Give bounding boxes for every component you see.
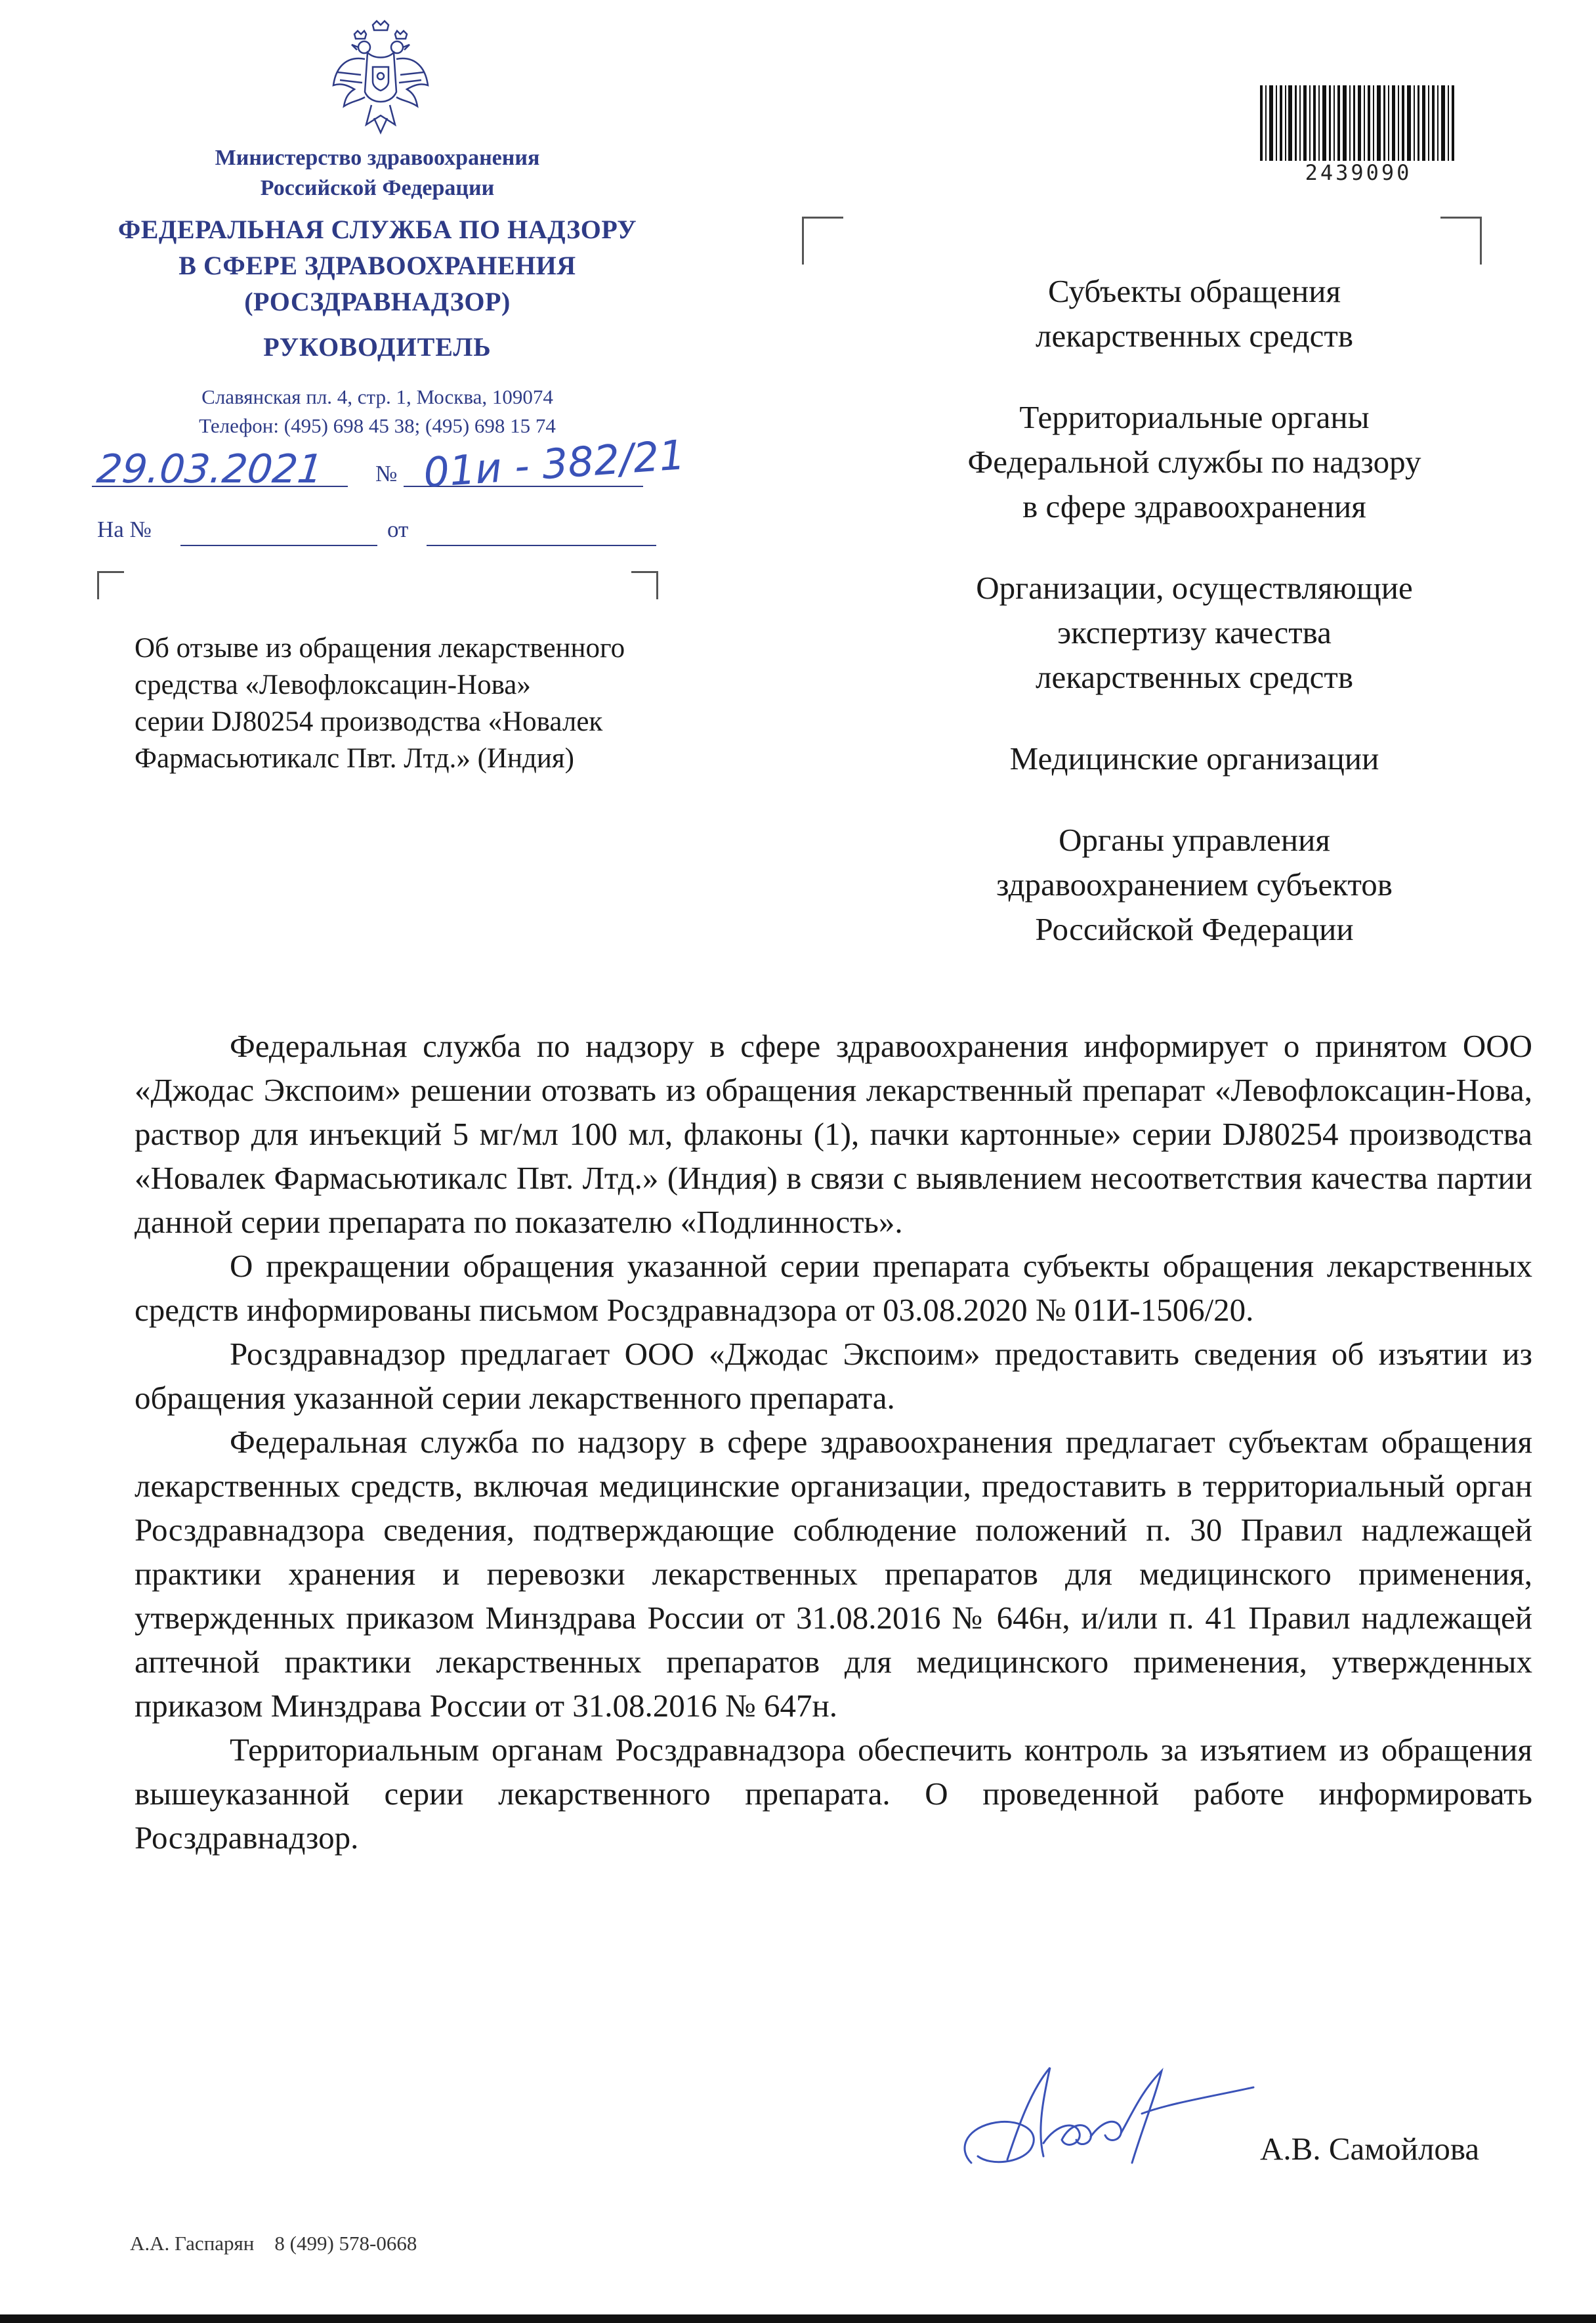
addressee-line: Российской Федерации — [1035, 911, 1354, 947]
addressee-line: лекарственных средств — [1036, 659, 1353, 695]
body-paragraph: Территориальным органам Росздравнадзора обеспечить контроль за изъятием из обращения вышеуказанной серии лекарственного препарата. О проведенной работе информировать Росздравнадзор. — [135, 1732, 1532, 1856]
address-line: Славянская пл. 4, стр. 1, Москва, 109074 — [201, 385, 553, 408]
agency-line: ФЕДЕРАЛЬНАЯ СЛУЖБА ПО НАДЗОРУ — [117, 215, 637, 244]
from-label: от — [387, 517, 409, 542]
subject-bracket-right — [631, 571, 658, 599]
ministry-line: Российской Федерации — [260, 176, 495, 200]
addressee-item — [847, 736, 1542, 781]
subject-line: серии DJ80254 производства «Новалек — [135, 706, 603, 737]
addressee-line: Организации, осуществляющие — [976, 570, 1413, 606]
handwritten-number: 01и - 382/21 — [421, 431, 687, 497]
reply-number-blank — [180, 545, 377, 546]
addressee-bracket-right — [1440, 217, 1482, 265]
subject-bracket-left — [97, 571, 124, 599]
addressee-line: экспертизу качества — [1057, 614, 1332, 650]
signatory-name: А.В. Самойлова — [1260, 2131, 1480, 2167]
executor-name: А.А. Гаспарян — [130, 2232, 255, 2255]
handwritten-signature-icon — [945, 2051, 1312, 2176]
barcode-number: 2439090 — [1305, 160, 1412, 185]
position-title: РУКОВОДИТЕЛЬ — [263, 332, 492, 362]
ministry-name — [98, 143, 656, 203]
subject-line: Об отзыве из обращения лекарственного — [135, 633, 625, 664]
body-paragraph: Федеральная служба по надзору в сфере здравоохранения информирует о принятом ООО «Джодас Экспоим» решении отозвать из обращения лекарственный препарат «Левофлоксацин-Нова, раствор для инъекций 5 мг/мл 100 мл, флаконы (1), пачки картонные» серии DJ80254 производства «Новалек Фармасьютикалс Пвт. Лтд.» (Индия) в связи с выявлением несоответствия качества партии данной серии препарата по показателю «Подлинность». — [135, 1028, 1532, 1240]
addressee-item — [847, 566, 1542, 700]
executor-info — [130, 2232, 417, 2255]
phone-line: Телефон: (495) 698 45 38; (495) 698 15 74 — [199, 414, 556, 437]
body-paragraph: Росздравнадзор предлагает ООО «Джодас Экспоим» предоставить сведения об изъятии из обращения указанной серии лекарственного препарата. — [135, 1336, 1532, 1416]
reply-date-blank — [427, 545, 656, 546]
addressee-list — [847, 269, 1542, 989]
addressee-line: лекарственных средств — [1036, 318, 1353, 354]
subject-line: Фармасьютикалс Пвт. Лтд.» (Индия) — [135, 743, 574, 774]
addressee-line: в сфере здравоохранения — [1022, 488, 1366, 524]
addressee-item — [847, 395, 1542, 529]
agency-address — [98, 383, 656, 440]
addressee-bracket-left — [802, 217, 843, 265]
agency-line: (РОСЗДРАВНАДЗОР) — [244, 287, 511, 316]
addressee-line: Федеральной службы по надзору — [967, 444, 1421, 480]
emblem-icon — [328, 20, 433, 138]
letter-subject — [135, 630, 745, 777]
executor-phone: 8 (499) 578-0668 — [274, 2232, 417, 2255]
body-paragraph: Федеральная служба по надзору в сфере здравоохранения предлагает субъектам обращения лекарственных средств, включая медицинские организации, предоставить в территориальный орган Росздравнадзора сведения, подтверждающие соблюдение положений п. 30 Правил надлежащей практики хранения и перевозки лекарственных препаратов для медицинского применения, утвержденных приказом Минздрава России от 31.08.2016 № 646н, и/или п. 41 Правил надлежащей аптечной практики лекарственных препаратов для медицинского применения, утвержденных приказом Минздрава России от 31.08.2016 № 647н. — [135, 1424, 1532, 1724]
number-sign: № — [375, 461, 398, 486]
agency-line: В СФЕРЕ ЗДРАВООХРАНЕНИЯ — [178, 251, 576, 280]
letter-body — [135, 1024, 1532, 1860]
addressee-item — [847, 818, 1542, 952]
reply-to-label: На № — [97, 517, 152, 542]
body-paragraph: О прекращении обращения указанной серии препарата субъекты обращения лекарственных средств информированы письмом Росздравнадзора от 03.08.2020 № 01И-1506/20. — [135, 1248, 1532, 1328]
ministry-line: Министерство здравоохранения — [215, 146, 540, 170]
addressee-line: здравоохранением субъектов — [996, 866, 1393, 903]
addressee-line: Субъекты обращения — [1047, 273, 1341, 309]
scan-edge-bar — [0, 2314, 1596, 2323]
addressee-line: Медицинские организации — [1009, 740, 1379, 777]
barcode-icon — [1260, 85, 1457, 161]
addressee-line: Территориальные органы — [1019, 399, 1370, 435]
agency-name — [66, 211, 689, 320]
addressee-item — [847, 269, 1542, 358]
handwritten-date: 29.03.2021 — [94, 446, 326, 492]
subject-line: средства «Левофлоксацин-Нова» — [135, 670, 531, 700]
addressee-line: Органы управления — [1059, 822, 1330, 858]
